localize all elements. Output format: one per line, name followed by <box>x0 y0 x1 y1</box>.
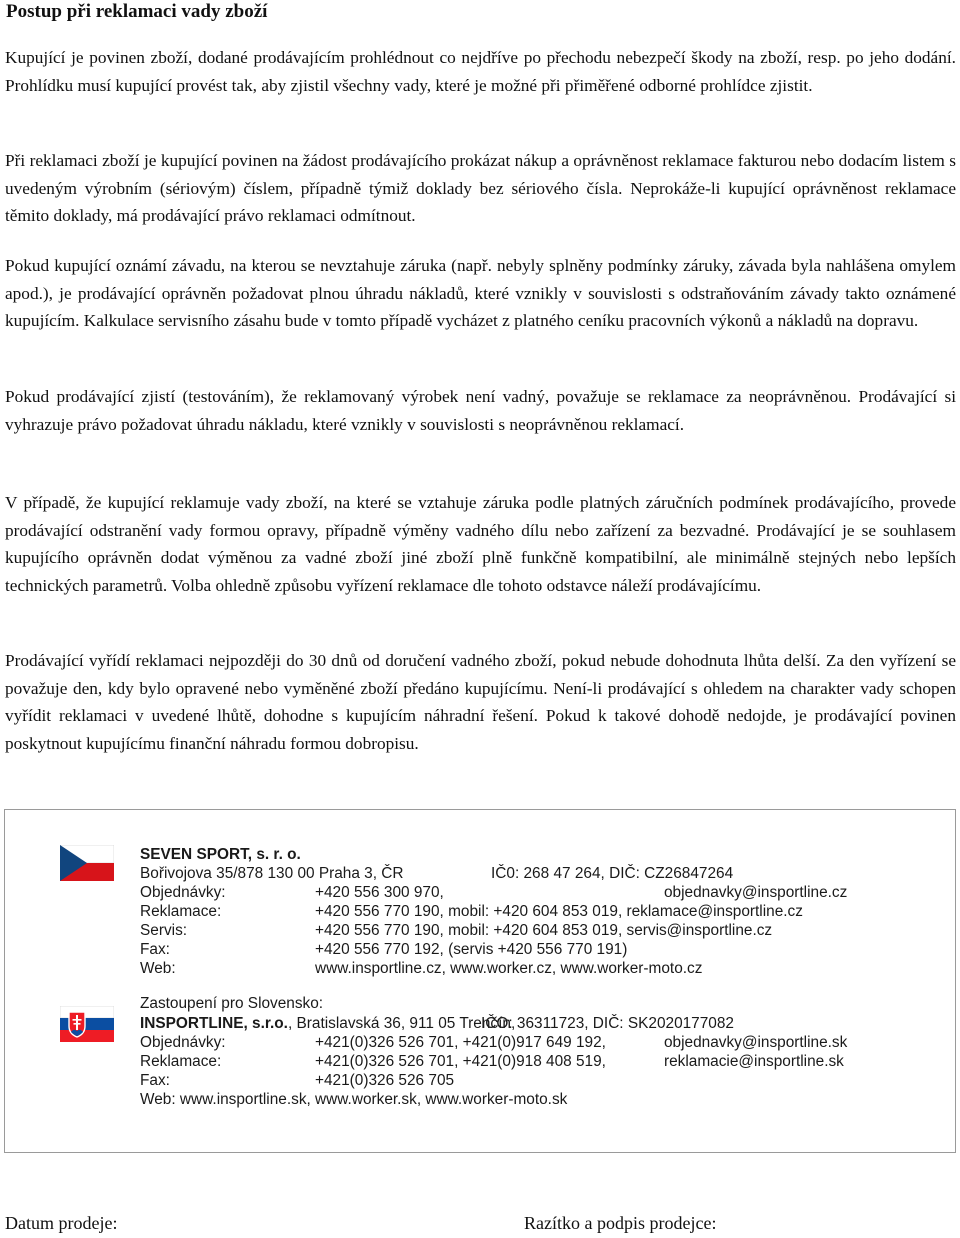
slovak-flag-icon <box>60 1006 114 1042</box>
paragraph-proof-of-purchase: Při reklamaci zboží je kupující povinen na žádost prodávajícího prokázat nákup a oprávněnost reklamace fakturou nebo dodacím listem s uvedeným výrobním (sériovým) číslem, případně týmiž doklady bez sériového čísla. Neprokáže-li kupující oprávněnost reklamace těmito doklady, má prodávající právo reklamaci odmítnout. <box>5 151 956 226</box>
sale-date-label: Datum prodeje: <box>5 1213 118 1233</box>
paragraph-warranty-repair: V případě, že kupující reklamuje vady zboží, na které se vztahuje záruka podle platných záručních podmínek prodávajícího, provede prodávající odstranění vady formou opravy, případně výměny vadného dílu nebo zařízení za bezvadné. Prodávající je se souhlasem kupujícího oprávněn dodat výměnou za vadné zboží jiné zboží plně funkčně kompatibilní, ale minimálně stejných nebo lepších technických parametrů. Volba ohledně způsobu vyřízení reklamace dle tohoto odstavce náleží prodávajícímu. <box>5 493 956 595</box>
sk-company-line <box>140 1014 515 1033</box>
paragraph-processing-time: Prodávající vyřídí reklamaci nejpozději do 30 dnů od doručení vadného zboží, pokud nebude dohodnuta lhůta delší. Za den vyřízení se považuje den, kdy bylo opravené nebo vyměněné zboží předáno kupujícímu. Není-li prodávající s ohledem na charakter vady schopen vyřídit reklamaci v uvedené lhůtě, dohodne s kupujícím náhradní řešení. Pokud k takové dohodě nedojde, je prodávající povinen poskytnout kupujícímu finanční náhradu formou dobropisu. <box>5 651 956 753</box>
cz-service-label: Servis: <box>140 922 188 939</box>
sk-orders-phone: +421(0)326 526 701, +421(0)917 649 192, <box>315 1034 606 1051</box>
sk-representation-heading: Zastoupení pro Slovensko: <box>140 995 324 1012</box>
czech-flag-icon <box>60 845 114 881</box>
cz-address: Bořivojova 35/878 130 00 Praha 3, ČR <box>140 865 404 882</box>
sk-company-ids: IČO: 36311723, DIČ: SK2020177082 <box>481 1015 734 1032</box>
cz-claims-label: Reklamace: <box>140 903 222 920</box>
contact-info-box <box>4 809 956 1153</box>
cz-claims-value: +420 556 770 190, mobil: +420 604 853 019, reklamace@insportline.cz <box>315 903 803 920</box>
sk-fax-label: Fax: <box>140 1072 170 1089</box>
cz-orders-email: objednavky@insportline.cz <box>664 884 848 901</box>
sk-claims-label: Reklamace: <box>140 1053 222 1070</box>
sk-orders-label: Objednávky: <box>140 1034 226 1051</box>
sk-address: , Bratislavská 36, 911 05 Trenčín, <box>287 1015 516 1032</box>
cz-orders-label: Objednávky: <box>140 884 226 901</box>
cz-company-ids: IČ0: 268 47 264, DIČ: CZ26847264 <box>491 865 734 882</box>
cz-company-name: SEVEN SPORT, s. r. o. <box>140 846 301 863</box>
paragraph-inspection: Kupující je povinen zboží, dodané prodávajícím prohlédnout co nejdříve po přechodu nebezpečí škody na zboží, resp. po jeho dodání. Prohlídku musí kupující provést tak, aby zjistil všechny vady, které je možné při přiměřené odborné prohlídce zjistit. <box>5 48 956 95</box>
cz-service-value: +420 556 770 190, mobil: +420 604 853 019, servis@insportline.cz <box>315 922 773 939</box>
sk-fax-value: +421(0)326 526 705 <box>315 1072 455 1089</box>
seller-stamp-signature-label: Razítko a podpis prodejce: <box>524 1213 717 1233</box>
cz-web-value: www.insportline.cz, www.worker.cz, www.worker-moto.cz <box>315 960 703 977</box>
sk-orders-email: objednavky@insportline.sk <box>664 1034 848 1051</box>
sk-claims-email: reklamacie@insportline.sk <box>664 1053 844 1070</box>
sk-web-line: Web: www.insportline.sk, www.worker.sk, www.worker-moto.sk <box>140 1091 568 1108</box>
paragraph-unjustified-claim: Pokud prodávající zjistí (testováním), že reklamovaný výrobek není vadný, považuje se reklamace za neoprávněnou. Prodávající si vyhrazuje právo požadovat úhradu nákladu, které vznikly v souvislosti s neoprávněnou reklamací. <box>5 387 956 434</box>
cz-fax-label: Fax: <box>140 941 170 958</box>
sk-claims-phone: +421(0)326 526 701, +421(0)918 408 519, <box>315 1053 606 1070</box>
cz-web-label: Web: <box>140 960 176 977</box>
cz-fax-value: +420 556 770 192, (servis +420 556 770 191) <box>315 941 628 958</box>
sk-company-name: INSPORTLINE, s.r.o. <box>140 1015 288 1032</box>
cz-orders-phone: +420 556 300 970, <box>315 884 444 901</box>
page-title: Postup při reklamaci vady zboží <box>6 1 268 22</box>
paragraph-non-warranty-defect: Pokud kupující oznámí závadu, na kterou se nevztahuje záruka (např. nebyly splněny podmínky záruky, závada byla nahlášena omylem apod.), je prodávající oprávněn požadovat plnou úhradu nákladů, které vznikly v souvislosti s odstraňováním závady takto oznámené kupujícím. Kalkulace servisního zásahu bude v tomto případě vycházet z platného ceníku pracovních výkonů a nákladů na dopravu. <box>5 256 956 331</box>
